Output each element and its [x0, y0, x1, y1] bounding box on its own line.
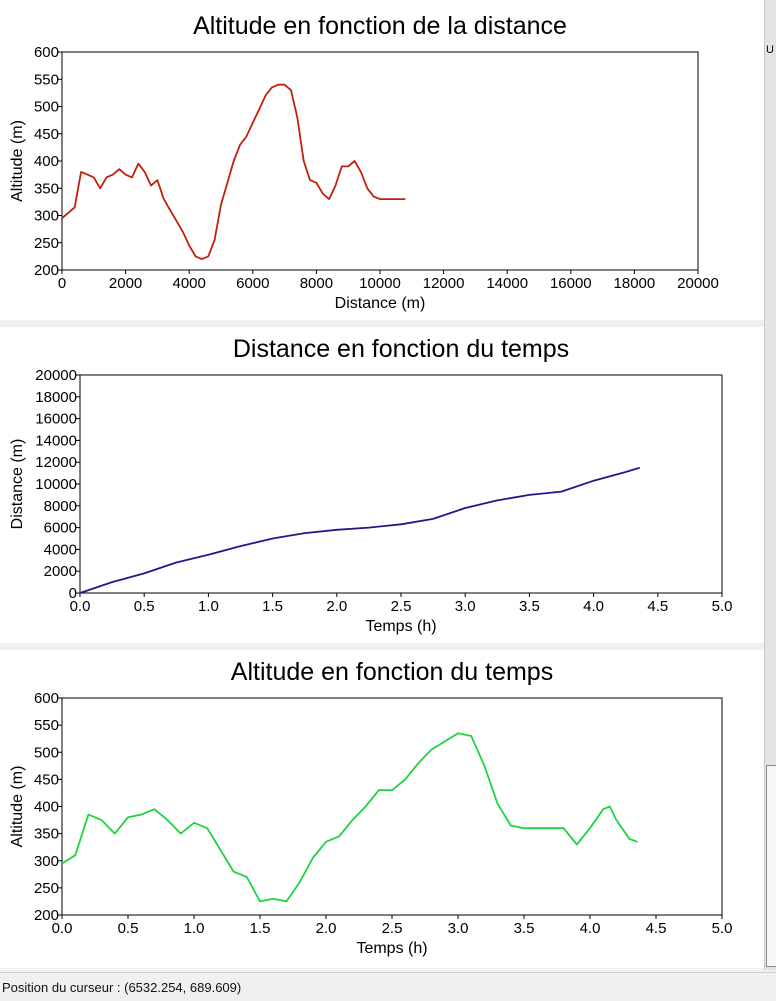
x-tick-label: 6000 — [236, 275, 270, 292]
x-axis-label: Temps (h) — [356, 940, 428, 957]
x-tick-label: 16000 — [549, 275, 592, 292]
y-tick-label: 200 — [33, 262, 59, 279]
y-axis-label: Distance (m) — [9, 438, 26, 530]
y-tick-label: 350 — [33, 180, 59, 198]
x-tick-label: 20000 — [677, 275, 719, 292]
x-tick-label: 0.0 — [51, 920, 73, 937]
y-tick-label: 400 — [33, 153, 59, 170]
y-tick-label: 400 — [33, 798, 59, 816]
x-tick-label: 2.5 — [381, 920, 403, 937]
y-tick-label: 16000 — [35, 410, 77, 428]
x-tick-label: 3.5 — [513, 920, 535, 937]
x-tick-label: 5.0 — [711, 598, 733, 615]
y-tick-label: 350 — [33, 825, 59, 843]
y-tick-label: 10000 — [35, 476, 77, 493]
y-tick-label: 450 — [33, 125, 59, 143]
x-tick-label: 3.0 — [447, 920, 469, 937]
x-tick-label: 0.5 — [117, 920, 139, 937]
y-tick-label: 300 — [33, 207, 59, 225]
y-tick-label: 600 — [33, 690, 59, 707]
y-tick-label: 6000 — [43, 519, 77, 537]
y-tick-label: 2000 — [43, 563, 77, 581]
chart-title: Altitude en fonction de la distance — [193, 12, 567, 40]
x-tick-label: 3.5 — [518, 598, 540, 615]
x-tick-label: 0 — [57, 275, 67, 292]
side-scroll-frame[interactable] — [766, 765, 776, 967]
x-tick-label: 3.0 — [454, 598, 476, 615]
y-axis-label: Altitude (m) — [9, 120, 26, 202]
chart-title: Distance en fonction du temps — [232, 335, 570, 363]
y-axis-label: Altitude (m) — [9, 765, 26, 848]
y-tick-label: 500 — [33, 744, 59, 762]
altitude-time-panel — [0, 650, 764, 968]
y-tick-label: 250 — [33, 234, 59, 252]
x-tick-label: 2.5 — [390, 598, 412, 615]
x-tick-label: 2.0 — [315, 920, 337, 937]
x-tick-label: 1.5 — [249, 920, 271, 937]
x-tick-label: 12000 — [422, 275, 465, 292]
x-tick-label: 2.0 — [326, 598, 348, 615]
x-tick-label: 0.0 — [69, 598, 91, 615]
x-tick-label: 4.5 — [645, 920, 667, 937]
x-tick-label: 18000 — [613, 275, 656, 292]
x-tick-label: 1.0 — [197, 598, 219, 615]
x-axis-label: Distance (m) — [334, 295, 426, 312]
y-tick-label: 500 — [33, 98, 59, 116]
x-tick-label: 5.0 — [711, 920, 733, 937]
y-tick-label: 12000 — [35, 454, 77, 472]
x-tick-label: 8000 — [299, 275, 334, 292]
y-tick-label: 8000 — [43, 497, 77, 515]
plot-frame — [80, 375, 722, 593]
plot-frame — [62, 698, 722, 915]
distance-time-chart — [0, 327, 764, 643]
x-tick-label: 10000 — [359, 275, 401, 292]
x-tick-label: 1.0 — [183, 920, 205, 937]
x-tick-label: 1.5 — [262, 598, 284, 615]
y-tick-label: 250 — [33, 879, 59, 897]
x-tick-label: 4.0 — [579, 920, 601, 937]
x-tick-label: 14000 — [486, 275, 529, 292]
x-tick-label: 0.5 — [133, 598, 155, 615]
x-axis-label: Temps (h) — [365, 618, 437, 635]
y-tick-label: 550 — [33, 717, 59, 735]
altitude-distance-chart — [0, 0, 764, 320]
y-tick-label: 4000 — [43, 541, 77, 559]
x-tick-label: 2000 — [108, 275, 143, 292]
y-tick-label: 14000 — [35, 432, 77, 450]
plot-frame — [62, 52, 698, 270]
x-tick-label: 4.5 — [647, 598, 669, 615]
altitude-time-chart — [0, 650, 764, 968]
y-tick-label: 200 — [33, 907, 59, 924]
altitude-distance-panel — [0, 0, 764, 320]
y-tick-label: 20000 — [35, 367, 77, 384]
y-tick-label: 450 — [33, 771, 59, 789]
y-tick-label: 550 — [33, 71, 59, 89]
y-tick-label: 0 — [68, 585, 77, 602]
status-bar — [0, 972, 776, 1001]
distance-time-panel — [0, 327, 764, 643]
chart-title: Altitude en fonction du temps — [230, 658, 554, 686]
x-tick-label: 4.0 — [583, 598, 605, 615]
y-tick-label: 600 — [33, 44, 59, 61]
y-tick-label: 300 — [33, 852, 59, 870]
cursor-position-text: Position du curseur : (6532.254, 689.609) — [2, 980, 242, 995]
y-tick-label: 18000 — [35, 388, 77, 406]
side-label: U — [766, 44, 774, 56]
x-tick-label: 4000 — [172, 275, 206, 292]
